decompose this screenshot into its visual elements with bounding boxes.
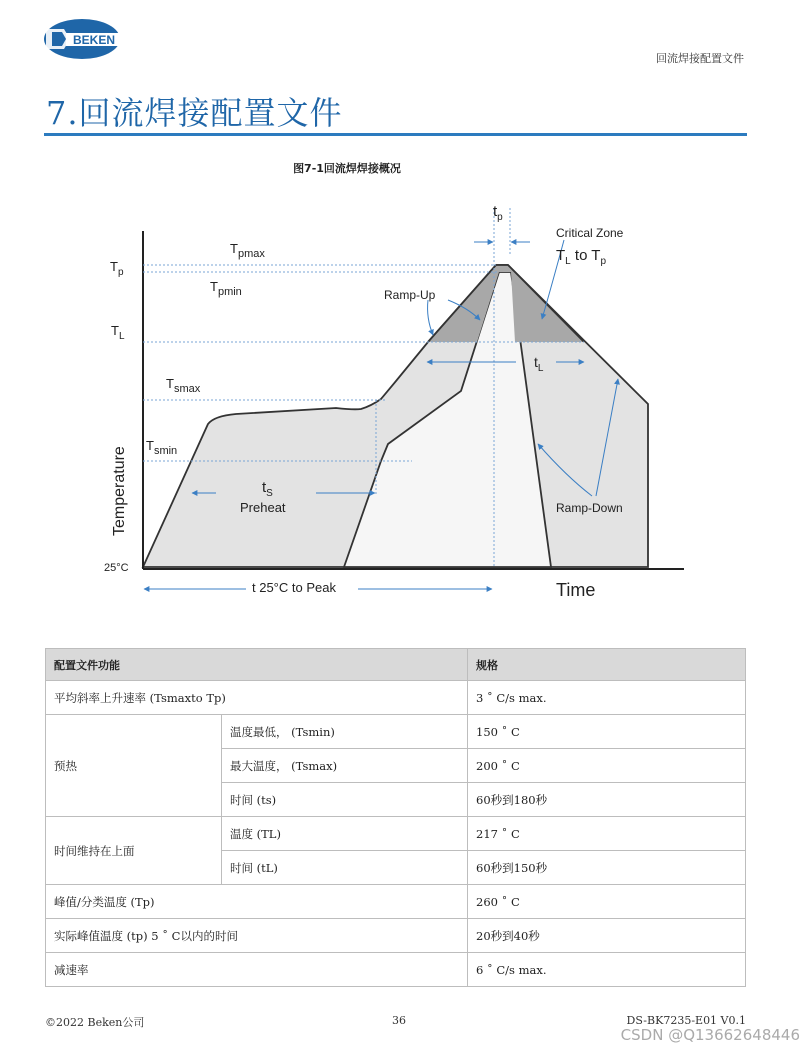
header-doc-title: 回流焊接配置文件 <box>656 52 744 65</box>
label-y-axis: Temperature <box>111 446 128 536</box>
table-row <box>46 681 746 715</box>
row-value: 200 ˚ C <box>468 749 746 783</box>
row-label: 实际峰值温度 (tp) 5 ˚ C以内的时间 <box>46 919 468 953</box>
logo-text: BEKEN <box>72 33 116 47</box>
row-value: 20秒到40秒 <box>468 919 746 953</box>
row-label: 最大温度， (Tsmax) <box>222 749 468 783</box>
row-value: 260 ˚ C <box>468 885 746 919</box>
row-label: 时间 (ts) <box>222 783 468 817</box>
watermark: CSDN @Q13662648446 <box>620 1026 800 1044</box>
label-ramp-down: Ramp-Down <box>556 501 623 515</box>
table-row <box>46 885 746 919</box>
beken-logo <box>44 18 124 60</box>
table-row <box>46 919 746 953</box>
label-tl-axis: $T_L$ <box>111 323 125 342</box>
row-label: 时间 (tL) <box>222 851 468 885</box>
label-x-span: t 25°C to Peak <box>252 580 336 595</box>
label-tl-to-tp: $T_L$ to $T_p$ <box>556 247 607 267</box>
row-label: 温度 (TL) <box>222 817 468 851</box>
row-group-label: 时间维持在上面 <box>46 817 222 885</box>
title-rule <box>44 133 747 136</box>
header-spec: 规格 <box>468 649 746 681</box>
label-tsmax: $T_{smax}$ <box>166 376 201 395</box>
figure-caption: 图7-1回流焊焊接概况 <box>293 162 401 175</box>
table-row <box>46 715 746 749</box>
row-label: 减速率 <box>46 953 468 987</box>
table-row <box>46 953 746 987</box>
reflow-spec-table <box>45 648 746 987</box>
header-profile-feature: 配置文件功能 <box>46 649 468 681</box>
label-origin: 25°C <box>104 562 129 574</box>
label-tpmax: $T_{pmax}$ <box>230 241 265 260</box>
label-preheat: Preheat <box>240 500 286 515</box>
row-value: 6 ˚ C/s max. <box>468 953 746 987</box>
row-label: 平均斜率上升速率 (Tsmaxto Tp) <box>46 681 468 715</box>
footer-doc-id: DS-BK7235-E01 V0.1 <box>626 1014 746 1027</box>
footer-copyright: ©2022 Beken公司 <box>45 1016 145 1029</box>
label-critical-zone: Critical Zone <box>556 226 624 240</box>
label-x-axis: Time <box>556 580 596 600</box>
table-row <box>46 817 746 851</box>
label-tp-axis: $T_p$ <box>110 259 124 278</box>
row-value: 150 ˚ C <box>468 715 746 749</box>
reflow-profile-diagram <box>96 196 696 606</box>
label-ramp-up: Ramp-Up <box>384 288 436 302</box>
row-label: 峰值/分类温度 (Tp) <box>46 885 468 919</box>
footer-page-number: 36 <box>392 1014 406 1027</box>
row-group-label: 预热 <box>46 715 222 817</box>
row-value: 60秒到180秒 <box>468 783 746 817</box>
label-ts: $t_S$ <box>262 479 273 499</box>
label-tp-top: $t_p$ <box>493 203 503 223</box>
label-tpmin: $T_{pmin}$ <box>210 279 242 298</box>
row-label: 温度最低， (Tsmin) <box>222 715 468 749</box>
label-tsmin: $T_{smin}$ <box>146 438 178 457</box>
table-header-row <box>46 649 746 681</box>
section-title: 7.回流焊接配置文件 <box>46 94 343 132</box>
row-value: 217 ˚ C <box>468 817 746 851</box>
row-value: 3 ˚ C/s max. <box>468 681 746 715</box>
label-tl-time: $t_L$ <box>534 354 544 374</box>
row-value: 60秒到150秒 <box>468 851 746 885</box>
